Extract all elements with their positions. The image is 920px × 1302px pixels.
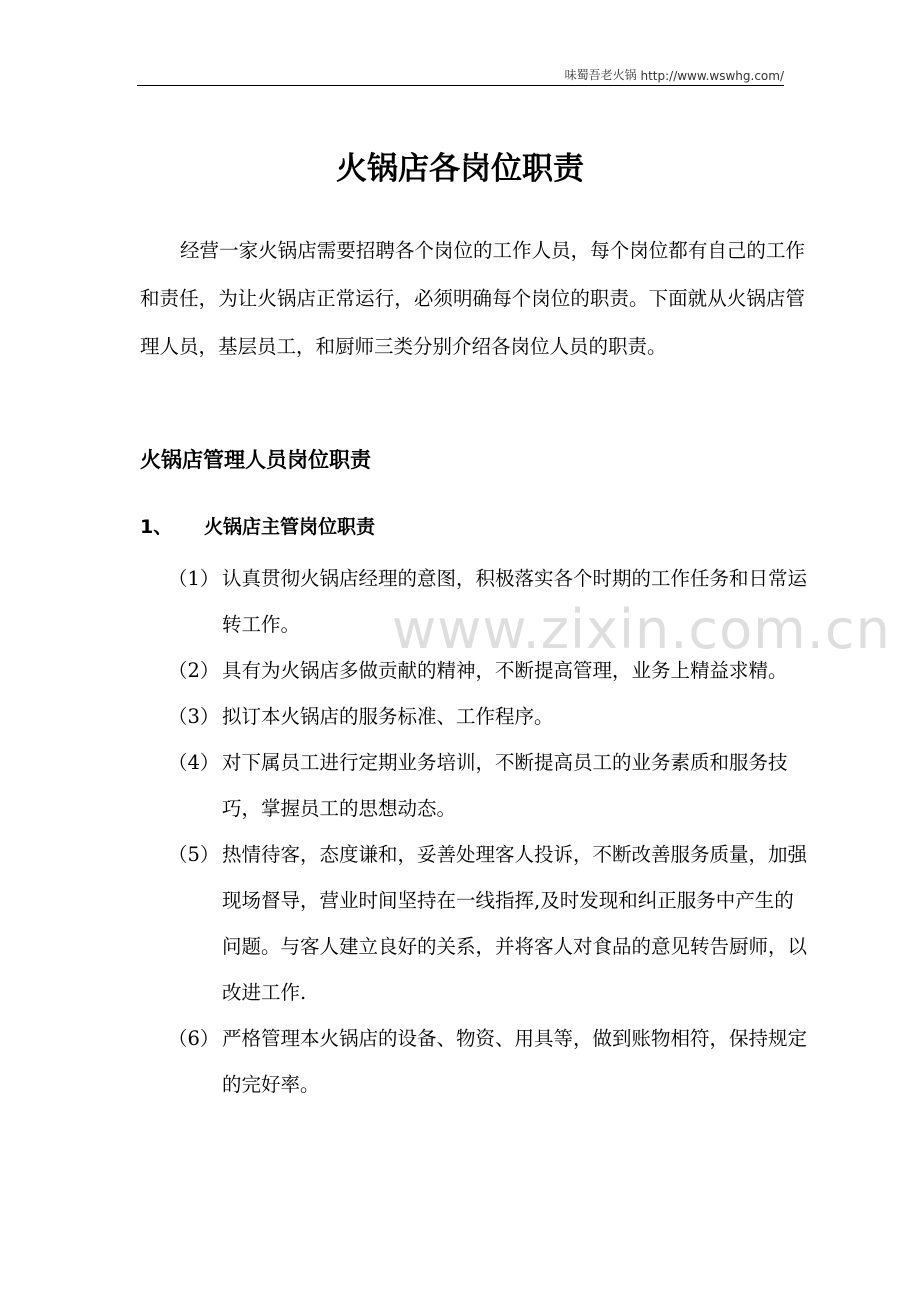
- duty-marker: （6）: [168, 1027, 220, 1050]
- duty-text: 热情待客，态度谦和，妥善处理客人投诉，不断改善服务质量，加强现场督导，营业时间坚持在一线指挥,及时发现和纠正服务中产生的问题。与客人建立良好的关系，并将客人对食品的意见转告厨师，以改进工作.: [222, 843, 808, 1004]
- duty-text: 拟订本火锅店的服务标准、工作程序。: [222, 705, 554, 728]
- duty-text: 具有为火锅店多做贡献的精神，不断提高管理，业务上精益求精。: [222, 659, 788, 682]
- header-url[interactable]: http://www.wswhg.com/: [640, 69, 784, 83]
- duty-marker: （3）: [168, 705, 220, 728]
- section-heading: 火锅店管理人员岗位职责: [140, 448, 371, 472]
- duty-text: 认真贯彻火锅店经理的意图，积极落实各个时期的工作任务和日常运转工作。: [222, 567, 808, 636]
- duty-item: [168, 740, 808, 832]
- header-site-name: 味蜀吾老火锅: [564, 68, 637, 82]
- duty-item: [168, 694, 808, 740]
- duty-item: [168, 648, 808, 694]
- intro-paragraph: 经营一家火锅店需要招聘各个岗位的工作人员，每个岗位都有自己的工作和责任，为让火锅店正常运行，必须明确每个岗位的职责。下面就从火锅店管理人员，基层员工，和厨师三类分别介绍各岗位人员的职责。: [140, 239, 805, 358]
- duty-text: 对下属员工进行定期业务培训，不断提高员工的业务素质和服务技巧，掌握员工的思想动态。: [222, 751, 788, 820]
- duty-text: 严格管理本火锅店的设备、物资、用具等，做到账物相符，保持规定的完好率。: [222, 1027, 808, 1096]
- duty-item: [168, 1016, 808, 1108]
- page-header: [137, 60, 784, 86]
- duty-marker: （5）: [168, 843, 220, 866]
- duty-marker: （2）: [168, 659, 220, 682]
- duty-item: [168, 832, 808, 1016]
- subsection-heading: [140, 512, 375, 539]
- duty-item: [168, 556, 808, 648]
- document-title: 火锅店各岗位职责: [336, 151, 584, 187]
- watermark: www.zixin.com.cn: [392, 598, 891, 661]
- duty-list: [168, 556, 808, 1108]
- subsection-title: 火锅店主管岗位职责: [204, 516, 376, 538]
- subsection-number: 1、: [140, 516, 173, 538]
- duty-marker: （4）: [168, 751, 220, 774]
- duty-marker: （1）: [168, 567, 220, 590]
